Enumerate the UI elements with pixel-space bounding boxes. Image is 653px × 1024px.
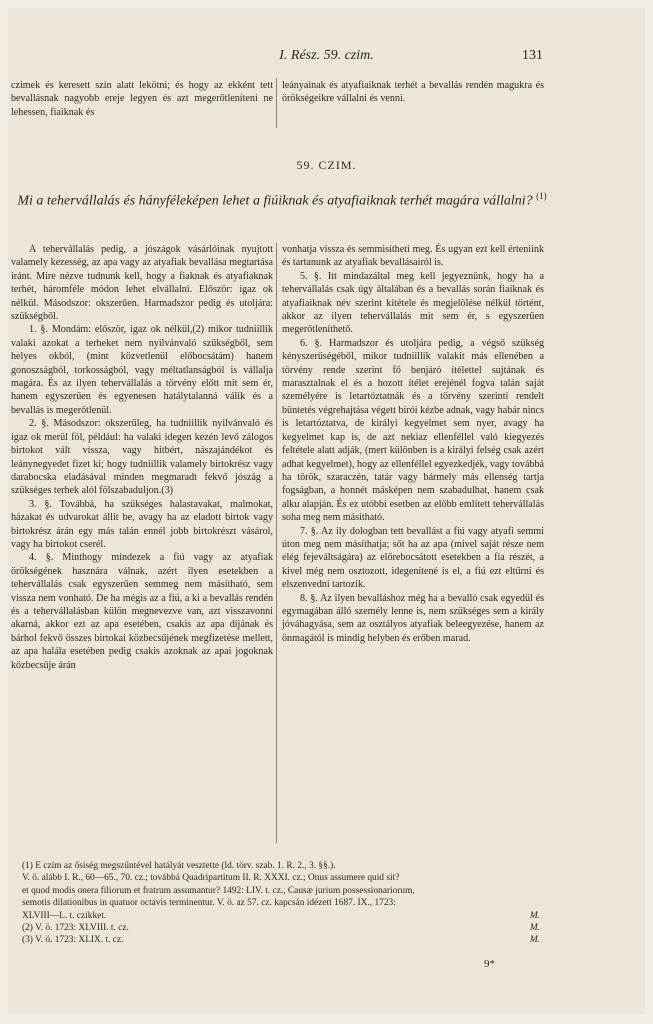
chapter-number: 59. CZIM. bbox=[296, 158, 357, 172]
footnote-text: et quod modis onera filiorum et fratrum assumantur? 1492: LIV. t. cz., Causæ jurium possessionariorum, bbox=[22, 885, 415, 896]
footnote-signature: M. bbox=[529, 923, 540, 934]
sheet-signature: 9* bbox=[484, 958, 495, 970]
paragraph: 8. §. Az ilyen bevalláshoz még ha a bevalló csak egyedül és egymagában álló személy lenne is, nem szükséges sem a király jóváhagyása, sem az osztályos atyafiak beleegyezése, hanem az önmagától is mindig helyben és erőben marad. bbox=[282, 592, 544, 644]
column-divider-main bbox=[276, 243, 277, 843]
running-title: I. Rész. 59. czim. bbox=[279, 48, 374, 63]
paragraph: 5. §. Itt mindazáltal meg kell jegyeznünk, hogy ha a tehervállalás csak úgy általában és a bevallás során fiaiknak és atyafiaiknak név szerint kitétele és megjelölése nélkül történt, akkor az ilyen tehervállalás mit sem ér, s egyszerűen megerőtleníthető. bbox=[282, 270, 544, 336]
page-number: 131 bbox=[522, 48, 543, 63]
column-divider-top bbox=[276, 78, 277, 128]
running-header bbox=[0, 48, 653, 68]
top-right-column bbox=[282, 79, 544, 106]
footnote-line bbox=[22, 934, 540, 946]
footnotes bbox=[22, 860, 540, 947]
paragraph: 1. §. Mondám: először, igaz ok nélkül,(2) mikor tudniillik valaki azokat a terheket nem nyilvánvaló szükségből, sem helyes okból, (mint közvetlenül előbocsátám) hanem gonoszságból, torkosságból, vagy méltatlanságból is vállalja magára. És az ilyen tehervállalás a törvény előtt mit sem ér, hanem egyszerűen és egyenesen hatálytalanná válik és a bevallás is megerőtlenül. bbox=[11, 324, 273, 416]
footnote-line bbox=[22, 897, 540, 909]
chapter-title-text: Mi a tehervállalás és hányféleképen lehet a fiúiknak és atyafiaiknak terhét magára vállalni? bbox=[17, 193, 533, 209]
top-left-column bbox=[11, 79, 273, 119]
paragraph: 4. §. Minthogy mindezek a fiú vagy az atyafiak örökségének hasznára válnak, azért ilyen esetekben a tehervállalás csak egyszerűen semmeg nem másítható, sem vissza nem vonható. De ha mégis az a fiú, a ki a bevallás rendén és a tehervállalásban külön megnevezve van, azt visszavonni akarná, akkor ezt az apa esetében, csakis az apa díjának és bárhol fekvő összes birtokai közbecsűjének megfizetése mellett, az apa halála esetében pedig csakis azoknak az apai jogoknak közbecsűje árán bbox=[11, 552, 273, 671]
top-left-text: czimek és keresett szin alatt lekötni; és hogy az ekként tett bevallásnak nagyobb ereje legyen és azt megerőtleníteni ne lehessen, fiaiknak és bbox=[11, 80, 273, 118]
footnote-signature: M. bbox=[529, 910, 540, 921]
footnote-line bbox=[22, 872, 540, 884]
paragraph: vonhatja vissza és semmisítheti meg. És ugyan ezt kell érteniink és tartanunk az atyafiak bevallásairól is. bbox=[282, 244, 544, 269]
right-column bbox=[282, 243, 544, 645]
footnote-line bbox=[22, 860, 540, 872]
paragraph: A tehervállalás pedig, a jószágok vásárlóinak nyujtott valamely kezesség, az apa vagy az atyafiak bevallása megtartása iránt. Mire nézve tudnunk kell, hogy a fiaknak és atyafiaknak terhét, háromféle módon lehet elvállalni. Először: igaz ok nélkül. Másodszor: okszerűen. Harmadszor pedig és utoljára: szükségből. bbox=[11, 244, 273, 323]
paragraph: 6. §. Harmadszor és utoljára pedig, a végső szükség kényszerűségéből, mikor tudniillik valakit más ellenében a törvény rende szerint fő benjáró ítélettel sujtának és marasztalnak el és a hozott ítélet erejénél fogva talán saját személyére is letartóztatnák és a törvény szerinti rendelt büntetés végrehajtása végett birói kézbe adnak, vagy habár nincs is letartóztatva, de királyi kegyelmet sem nyer, avagy ha kegyelmet kap is, de azt nekiaz ellenféllel való kiegyezés feltétele alatt adják, (mert különben is a királyi felség csak azért adhat kegyelmet), hogy az ellenféllel egyezkedjék, vagy továbbá ha török, szaraczén, tatár vagy bármely más ellenség tartja fogságban, a honnét másképen nem szabadulhat, hanem csak alku alapján. És ez utóbbi esetben az előbb említett tehervállalás soha meg nem másítható. bbox=[282, 337, 544, 524]
paragraph: 7. §. Az ily dologban tett bevallást a fiú vagy atyafi semmi úton meg nem másíthatja; sőt ha az apa (mivel saját része nem elég fejeváltságára) az előrebocsátott esetekben a fia részét, a kivel még nem osztozott, idegenítené is el, a fiú ezt eltűrni és elszenvedni tartozik. bbox=[282, 525, 544, 591]
footnote-text: (1) E czím az ősiség megszűntével hatályát vesztette (ld. törv. szab. 1. R. 2., 3. §§.). bbox=[22, 861, 336, 871]
footnote-line bbox=[22, 885, 540, 897]
paragraph: 3. §. Továbbá, ha szükséges halastavakat, malmokat, házakat és udvarokat állít be, avagy ha az eladott birtok vagy birtokrész árán egy más talán ennél jobb birtokrészt vásárol, vagy ha birtokot cserél. bbox=[11, 498, 273, 550]
footnote-line bbox=[22, 910, 540, 922]
footnote-text: (2) V. ö. 1723: XLVIII. t. cz. bbox=[22, 923, 129, 934]
footnote-line bbox=[22, 922, 540, 934]
chapter-title-note: (1) bbox=[536, 191, 547, 201]
footnote-text: XLVIII—L. t. czikket. bbox=[22, 910, 107, 921]
paragraph: 2. §. Másodszor: okszerűleg, ha tudniillik nyilvánvaló és igaz ok merül föl, például: ha valaki idegen kezén levő zálogos birtokot vált vissza, vagy hitbért, nászajándékot és leánynegyedet fizet ki; hogy tudniillik valamely birtokrész vagy darabocska eladásával minden megmaradt fekvő jószág a szükséges terhek alól fölszabaduljon.(3) bbox=[11, 418, 273, 497]
footnote-text: V. ö. alább I. R., 60—65., 70. cz.; továbbá Quadripartitum II. R. XXXI. cz.; Onus assumere quid sit? bbox=[22, 873, 400, 884]
left-column bbox=[11, 243, 273, 672]
chapter-title bbox=[12, 188, 552, 210]
footnote-signature: M. bbox=[529, 935, 540, 946]
top-right-text: leányainak és atyafiaiknak terhét a bevallás rendén magukra és örökségeikre vállalni és venni. bbox=[282, 80, 544, 105]
footnote-text: semotis dilationibus in quatuor octavis terminentur. V. ö. az 57. cz. kapcsán idézett 1687. IX., 1723: bbox=[22, 898, 396, 909]
footnote-text: (3) V. ö. 1723: XLIX. t. cz. bbox=[22, 935, 124, 946]
